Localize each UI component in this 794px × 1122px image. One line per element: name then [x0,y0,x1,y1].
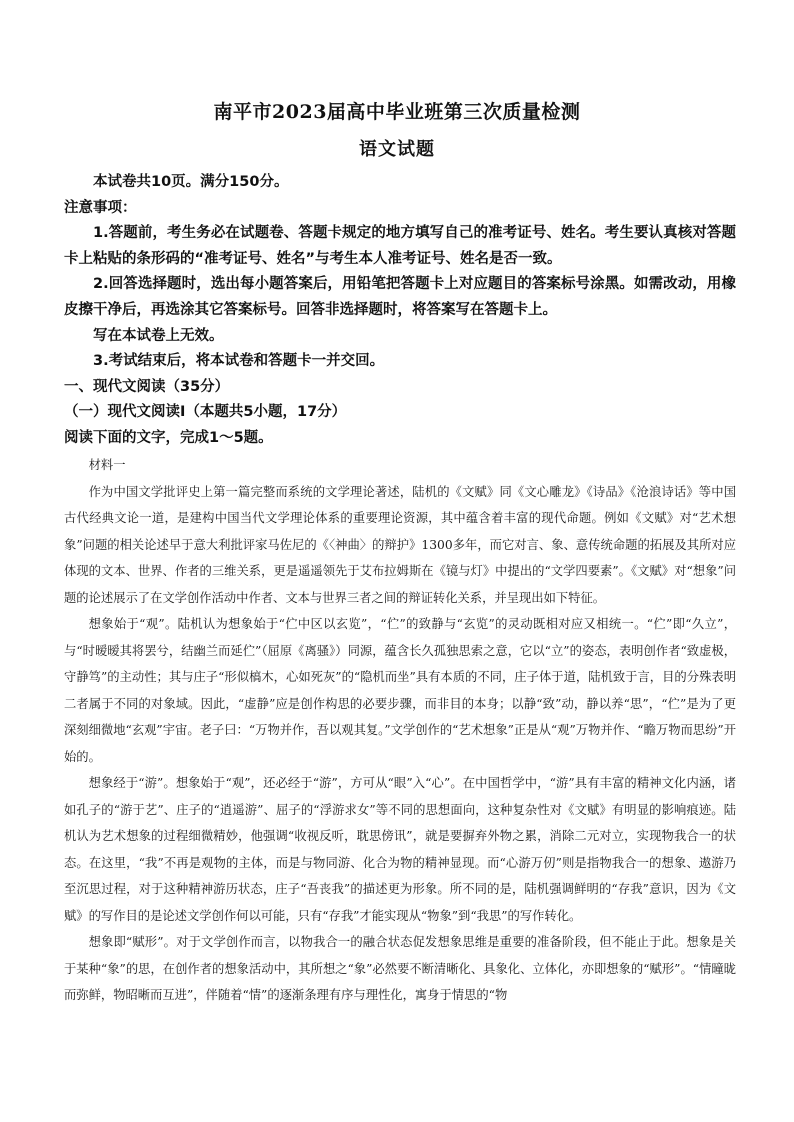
exam-instructions [64,170,736,452]
passage-paragraph-4: 想象即“赋形”。对于文学创作而言，以物我合一的融合状态促发想象思维是重要的准备阶段，但不能止于此。想象是关于某种“象”的思，在创作者的想象活动中，其所想之“象”必然要不断清晰化、具象化、立体化，亦即想象的“赋形”。“情曈昽而弥鲜，物昭晰而互进”，伴随着“情”的逐渐条理有序与理性化，寓身于情思的“物 [64,935,736,1002]
notice-item-2: 2.回答选择题时，选出每小题答案后，用铅笔把答题卡上对应题目的答案标号涂黑。如需改动，用橡皮擦干净后，再选涂其它答案标号。回答非选择题时，将答案写在答题卡上。 [64,276,736,318]
passage-paragraph-2: 想象始于“观”。陆机认为想象始于“伫中区以玄览”，“伫”的致静与“玄览”的灵动既相对应又相统一。“伫”即“久立”，与“时暧暧其将罢兮，结幽兰而延伫”（屈原《离骚》）同源，蕴含长久孤独思索之意，它以“立”的姿态，表明创作者“致虚极，守静笃”的主动性；其与庄子“形似槁木，心如死灰”的“隐机而坐”具有本质的不同，庄子体于道，陆机致于言，目的分殊表明二者属于不同的对象域。因此，“虚静”应是创作构思的必要步骤，而非目的本身；以静“致”动，静以养“思”，“伫”是为了更深刻细微地“玄观”宇宙。老子曰：“万物并作，吾以观其复。”文学创作的“艺术想象”正是从“观”万物并作、“瞻万物而思纷”开始的。 [64,617,736,764]
material-label: 材料一 [88,458,126,472]
reading-instruction: 阅读下面的文字，完成1～5题。 [64,429,273,446]
notice-item-1: 1.答题前，考生务必在试题卷、答题卡规定的地方填写自己的准考证号、姓名。考生要认真核对答题卡上粘贴的条形码的“准考证号、姓名”与考生本人准考证号、姓名是否一致。 [64,225,736,267]
exam-subtitle: 语文试题 [359,139,435,160]
intro-line: 本试卷共10页。满分150分。 [93,174,289,190]
subsection-heading: （一）现代文阅读Ⅰ（本题共5小题，17分） [64,404,347,421]
passage-paragraph-1: 作为中国文学批评史上第一篇完整而系统的文学理论著述，陆机的《文赋》同《文心雕龙》《诗品》《沧浪诗话》等中国古代经典文论一道，是建构中国当代文学理论体系的重要理论资源，其中蕴含着丰富的现代命题。例如《文赋》对“艺术想象”问题的相关论述早于意大利批评家马佐尼的《〈神曲〉的辩护》1300多年，而它对言、象、意传统命题的拓展及其所对应体现的文本、世界、作者的三维关系，更是遥遥领先于艾布拉姆斯在《镜与灯》中提出的“文学四要素”。《文赋》对“想象”问题的论述展示了在文学创作活动中作者、文本与世界三者之间的辩证转化关系，并呈现出如下特征。 [64,484,736,605]
notice-item-3: 3.考试结束后，将本试卷和答题卡一并交回。 [93,353,385,370]
notice-item-2-continued: 写在本试卷上无效。 [93,327,224,344]
exam-title: 南平市2023届高中毕业班第三次质量检测 [213,101,581,123]
notice-heading: 注意事项： [64,199,137,216]
passage-paragraph-3: 想象经于“游”。想象始于“观”，还必经于“游”，方可从“眼”入“心”。在中国哲学中，“游”具有丰富的精神文化内涵，诸如孔子的“游于艺”、庄子的“逍遥游”、屈子的“浮游求女”等不同的思想面向，这种复杂性对《文赋》有明显的影响痕迹。陆机认为艺术想象的过程细微精妙，他强调“收视反听，耽思傍讯”，就是要摒弃外物之累，消除二元对立，实现物我合一的状态。在这里，“我”不再是观物的主体，而是与物同游、化合为物的精神显现。而“心游万仞”则是指物我合一的想象、遨游乃至沉思过程，对于这种精神游历状态，庄子“吾丧我”的描述更为形象。所不同的是，陆机强调鲜明的“存我”意识，因为《文赋》的写作目的是论述文学创作何以可能，只有“存我”才能实现从“物象”到“我思”的写作转化。 [64,776,736,923]
section-heading: 一、现代文阅读（35分） [64,378,230,395]
reading-passage [64,452,736,1009]
